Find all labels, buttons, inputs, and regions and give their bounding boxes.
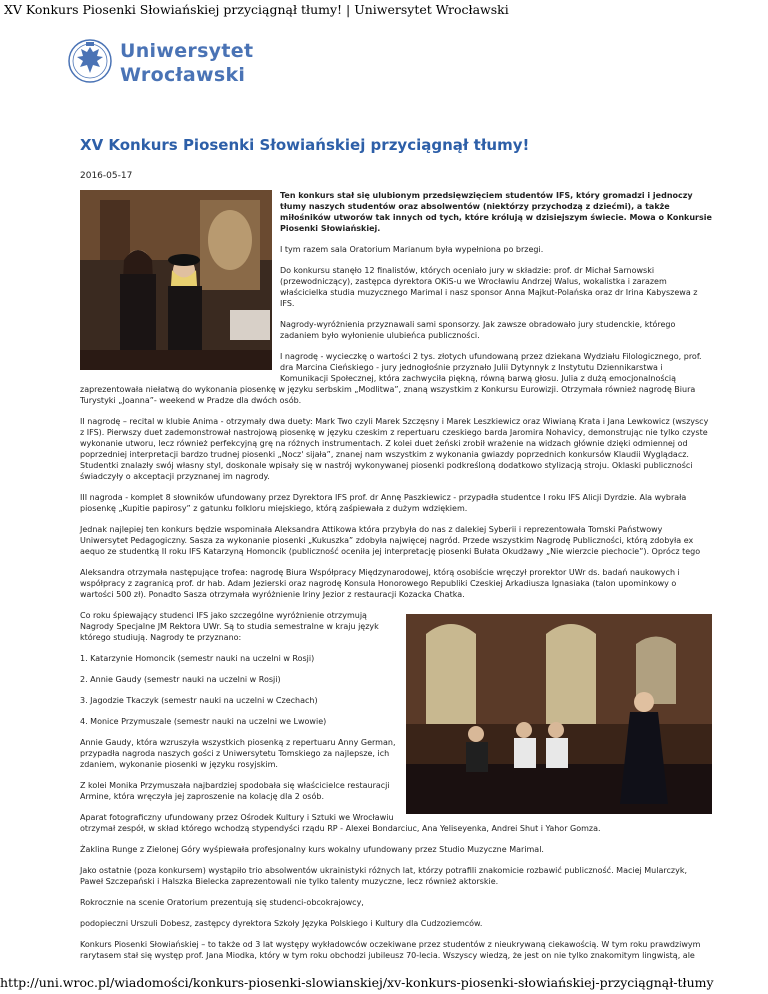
print-header: XV Konkurs Piosenki Słowiańskiej przyciągnął tłumy! | Uniwersytet Wrocławski	[4, 2, 509, 17]
paragraph: Z kolei Monika Przymuszała najbardziej spodobała się właścicielce restauracji Armine, która wręczyła jej zaproszenie na kolację dla 2 osób.	[80, 781, 390, 801]
list-item: 1. Katarzynie Homoncik (semestr nauki na uczelni w Rosji)	[80, 654, 315, 663]
paragraph: Aparat fotograficzny ufundowany przez Ośrodek Kultury i Sztuki we Wrocławiu otrzymał zespół, w skład którego wchodzą stypendyści rządu RP - Alexei Bondarciuc, Ana Yeliseyenka, Andrei Shut i Yahor Gomza.	[80, 813, 601, 833]
paragraph: Annie Gaudy, która wzruszyła wszystkich piosenką z repertuaru Anny German, przypadła nagroda naszych gości z Uniwersytetu Tomskiego za najlepsze, ich zdaniem, wykonanie piosenki w języku rosyjskim.	[80, 738, 396, 769]
list-item: 3. Jagodzie Tkaczyk (semestr nauki na uczelni w Czechach)	[80, 696, 318, 705]
paragraph: podopieczni Urszuli Dobesz, zastępcy dyrektora Szkoły Języka Polskiego i Kultury dla Cudzoziemców.	[80, 919, 483, 928]
logo-line-1: Uniwersytet	[120, 40, 254, 62]
paragraph: I nagrodę - wycieczkę o wartości 2 tys. złotych ufundowaną przez dziekana Wydziału Filologicznego, prof. dra Marcina Cieńskiego - jury jednogłośnie przyznało Julii Dytynnyk z Instytutu Dziennikarstwa i Komunikacji Społecznej, która zachwyciła piękną, równą barwą głosu. Julia z dużą emocjonalnością zaprezentowała niełatwą do wykonania piosenkę w języku serbskim „Modlitwa”, znaną wszystkim z Konkursu Eurowizji. Otrzymała również nagrodę Biura Turystyki „Joanna”- weekend w Pradze dla dwóch osób.	[80, 352, 702, 405]
paragraph: Aleksandra otrzymała następujące trofea: nagrodę Biura Współpracy Międzynarodowej, którą osobiście wręczył prorektor UWr ds. badań naukowych i współpracy z zagranicą prof. dr hab. Adam Jezierski oraz nagrodę Konsula Honorowego Republiki Czeskiej Arkadiusza Ignasiaka (talon upominkowy o wartości 500 zł). Ponadto Sasza otrzymała wyróżnienie Iriny Jezior z restauracji Kozacka Chatka.	[80, 568, 680, 599]
paragraph: Żaklina Runge z Zielonej Góry wyśpiewała profesjonalny kurs wokalny ufundowany przez Studio Muzyczne Marimal.	[80, 845, 544, 854]
print-footer-url: http://uni.wroc.pl/wiadomości/konkurs-piosenki-slowianskiej/xv-konkurs-piosenki-słowiańskiej-przyciągnął-tłumy	[0, 975, 714, 990]
paragraph: Do konkursu stanęło 12 finalistów, których oceniało jury w składzie: prof. dr Michał Sarnowski (przewodniczący), zastępca dyrektora OKiS-u we Wrocławiu Andrzej Walus, wokalistka i zarazem właścicielka studia muzycznego Marimal i nasz sponsor Anna Majkut-Polańska oraz dr Irina Kabyszewa z IFS.	[280, 266, 698, 308]
paragraph: II nagrodę – recital w klubie Anima - otrzymały dwa duety: Mark Two czyli Marek Szczęsny i Marek Leszkiewicz oraz Wiwianą Krata i Jana Lewkowicz (wszyscy z IFS). Pierwszy duet zademonstrował nastrojową piosenkę w języku czeskim z repertuaru czeskiego barda Jaromira Nohavicy, demonstrując nie tylko czyste wykonanie utworu, lecz również perfekcyjną grę na różnych instrumentach. Z kolei duet żeński zrobił wrażenie na widzach głównie dzięki odmiennej od poprzedniej interpretacji bardzo trudnej piosenki „Nocz' sijała”, znanej nam wszystkim z wykonania gwiazdy poprzednich konkursów Klaudii Wyglądacz. Studentki znalazły swój własny styl, doskonale wpisały się w nastrój wykonywanej piosenki podkreśloną dodatkowo stylizacją stroju. Oklaski publiczności świadczyły o akceptacji przyznanej im nagrody.	[80, 417, 709, 481]
paragraph: I tym razem sala Oratorium Marianum była wypełniona po brzegi.	[280, 245, 544, 254]
article-lead: Ten konkurs stał się ulubionym przedsięwzięciem studentów IFS, który gromadzi i jednoczy tłumy naszych studentów oraz absolwentów (niektórzy przychodzą z dziećmi), a także miłośników utworów tak innych od tych, które królują w dzisiejszym świecie. Mowa o Konkursie Piosenki Słowiańskiej.	[280, 191, 712, 233]
paragraph: Jako ostatnie (poza konkursem) wystąpiło trio absolwentów ukrainistyki różnych lat, którzy potrafili znakomicie rozbawić publiczność. Maciej Mularczyk, Paweł Szczepański i Halszka Bielecka zaprezentowali nie tylko talenty muzyczne, lecz również aktorskie.	[80, 866, 687, 886]
eagle-emblem-icon	[68, 35, 112, 87]
university-logo[interactable]	[68, 35, 268, 95]
list-item: 2. Annie Gaudy (semestr nauki na uczelni w Rosji)	[80, 675, 281, 684]
singers-stage-photo	[80, 190, 272, 370]
article-body	[80, 190, 712, 971]
paragraph: Jednak najlepiej ten konkurs będzie wspominała Aleksandra Attikowa która przybyła do nas z dalekiej Syberii i reprezentowała Tomski Państwowy Uniwersytet Pedagogiczny. Sasza za wykonanie piosenki „Kukuszka” zdobyła najwięcej nagród. Przede wszystkim Nagrodę Publiczności, którą zdobyła ex aequo ze studentką II roku IFS Katarzyną Homoncik (publiczność oceniła jej interpretację piosenki Bułata Okudżawy „Nie wierzcie piechocie”). Oprócz tego	[80, 525, 701, 556]
logo-line-2: Wrocławski	[120, 64, 246, 86]
paragraph: Konkurs Piosenki Słowiańskiej – to także od 3 lat występy wykładowców oczekiwane przez studentów z nieukrywaną ciekawością. W tym roku prawdziwym rarytasem stał się występ prof. Jana Miodka, który w tym roku obchodzi jubileusz 70-lecia. Wszyscy wiedzą, że jest on nie tylko znakomitym lingwistą, ale	[80, 940, 701, 960]
paragraph: Nagrody-wyróżnienia przyznawali sami sponsorzy. Jak zawsze obradowało jury studenckie, którego zadaniem było wyłonienie ulubieńca publiczności.	[280, 320, 676, 340]
concert-hall-photo	[406, 614, 712, 814]
list-item: 4. Monice Przymuszale (semestr nauki na uczelni we Lwowie)	[80, 717, 327, 726]
paragraph: III nagroda - komplet 8 słowników ufundowany przez Dyrektora IFS prof. dr Annę Paszkiewicz - przypadła studentce I roku IFS Alicji Dyrdzie. Ala wybrała piosenkę „Kupitie papirosy” z gatunku folkloru miejskiego, którą zaśpiewała z dużym wdziękiem.	[80, 493, 687, 513]
paragraph: Rokrocznie na scenie Oratorium prezentują się studenci-obcokrajowcy,	[80, 898, 364, 907]
article-title: XV Konkurs Piosenki Słowiańskiej przyciągnął tłumy!	[80, 136, 530, 154]
article-date: 2016-05-17	[80, 171, 133, 181]
paragraph: Co roku śpiewający studenci IFS jako szczególne wyróżnienie otrzymują Nagrody Specjalne JM Rektora UWr. Są to studia semestralne w kraju język którego studiują. Nagrody te przyznano:	[80, 611, 379, 642]
